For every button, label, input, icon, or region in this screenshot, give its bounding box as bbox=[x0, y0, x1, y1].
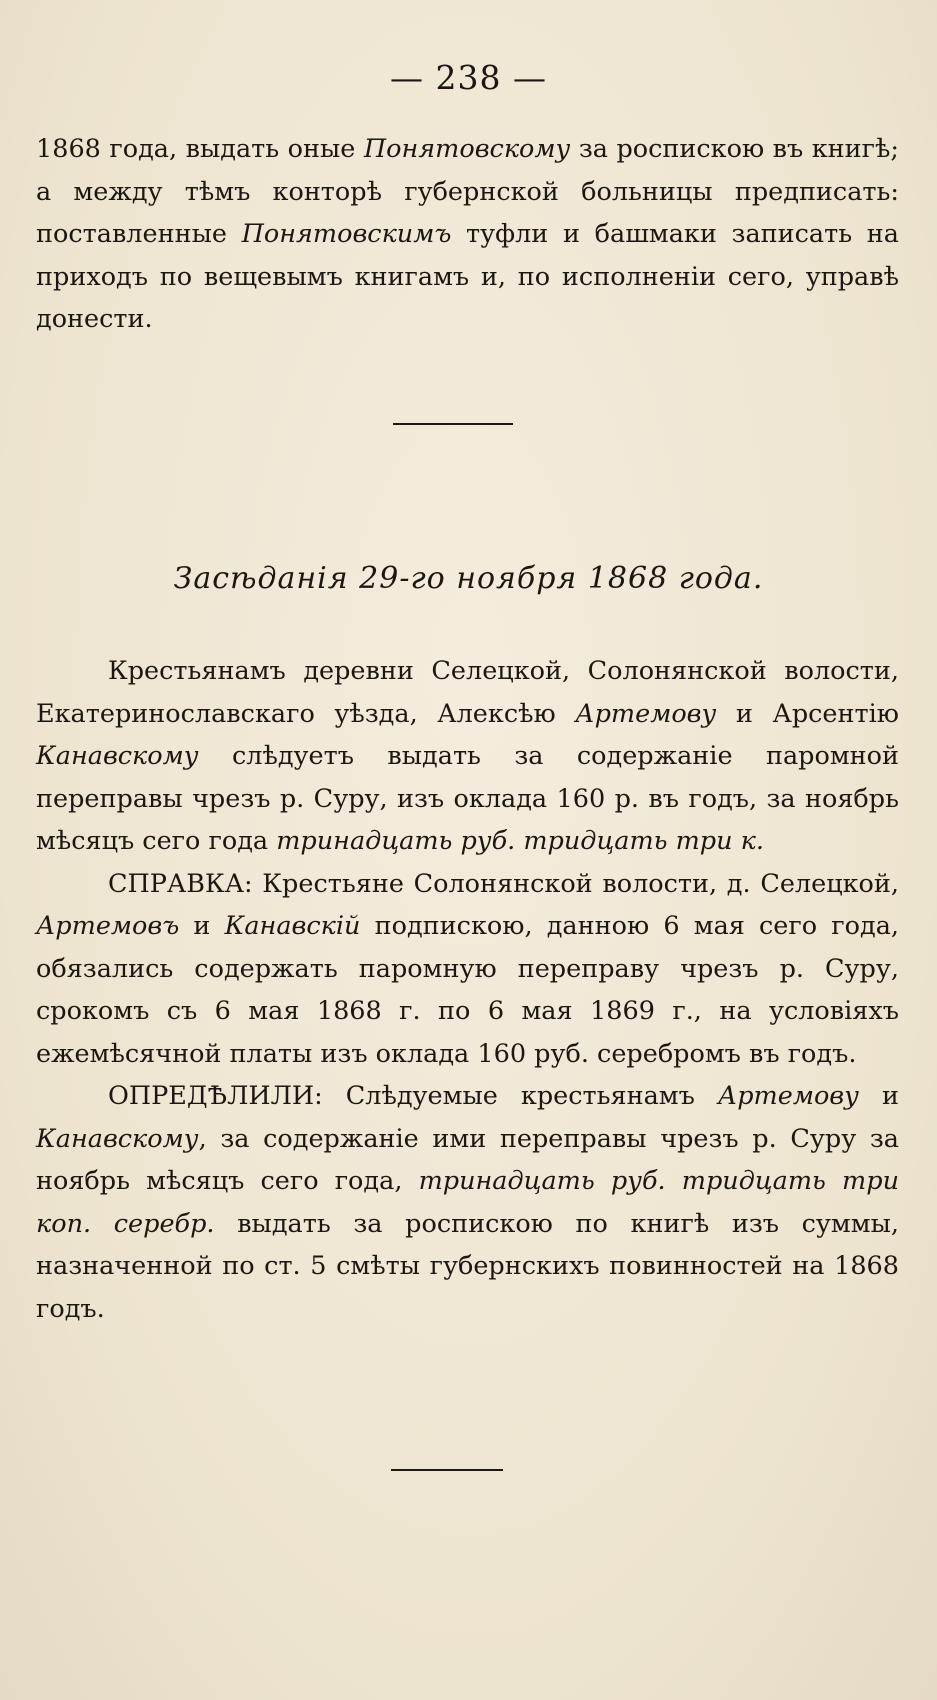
intro-text-1: 1868 года, выдать оные bbox=[36, 134, 364, 164]
paragraph-resolution bbox=[36, 1075, 899, 1330]
p3-text-4: выдать за роспискою по книгѣ изъ суммы, назначенной по ст. 5 смѣты губернскихъ повинностей на 1868 годъ. bbox=[36, 1208, 899, 1324]
p1-name-2: Канавскому bbox=[36, 741, 199, 771]
p1-amount: тринадцать руб. тридцать три к. bbox=[276, 826, 764, 856]
intro-name-1: Понятовскому bbox=[363, 134, 571, 164]
session-body bbox=[36, 650, 899, 1330]
p1-text-1: Крестьянамъ деревни Селецкой, Солонянской волости, Екатеринославскаго уѣзда, Алексѣю bbox=[36, 656, 899, 729]
p3-text-1: Слѣдуемые крестьянамъ bbox=[322, 1081, 718, 1111]
p1-text-3: слѣдуетъ выдать за содержаніе паромной переправы чрезъ р. Суру, изъ оклада 160 р. въ годъ, за ноябрь мѣсяцъ сего года bbox=[36, 741, 899, 856]
section-divider-bottom bbox=[391, 1469, 503, 1471]
paragraph-reference bbox=[36, 863, 899, 1076]
p3-amount: тринадцать руб. тридцать три коп. серебр. bbox=[36, 1166, 899, 1239]
p3-name-2: Канавскому bbox=[36, 1123, 199, 1154]
p2-label: СПРАВКА: bbox=[108, 868, 253, 899]
p2-text-2: и bbox=[179, 911, 225, 941]
p1-text-2: и Арсентію bbox=[716, 698, 899, 729]
p2-name-2: Канавскій bbox=[224, 911, 361, 941]
p3-name-1: Артемову bbox=[717, 1081, 859, 1111]
p1-name-1: Артемову bbox=[575, 698, 717, 729]
p3-label: ОПРЕДѢЛИЛИ: bbox=[108, 1081, 323, 1111]
p2-text-3: подпискою, данною 6 мая сего года, обязались содержать паромную переправу чрезъ р. Суру, срокомъ съ 6 мая 1868 г. по 6 мая 1869 г., на условіяхъ ежемѣсячной платы изъ оклада 160 руб. серебромъ въ годъ. bbox=[36, 911, 899, 1069]
p2-name-1: Артемовъ bbox=[36, 911, 180, 941]
intro-name-2: Понятовскимъ bbox=[241, 219, 452, 249]
session-heading: Засѣданія 29-го ноября 1868 года. bbox=[173, 561, 764, 596]
p3-text-2: и bbox=[858, 1081, 899, 1111]
page-number: — 238 — bbox=[390, 58, 547, 97]
intro-text-3: туфли и башмаки записать на приходъ по вещевымъ книгамъ и, по исполненіи сего, управѣ донести. bbox=[36, 219, 899, 334]
p3-text-3: , за содержаніе ими переправы чрезъ р. Суру за ноябрь мѣсяцъ сего года, bbox=[36, 1123, 899, 1196]
section-divider-top bbox=[393, 423, 513, 425]
paragraph-payment bbox=[36, 650, 899, 863]
intro-text-2: за роспискою въ книгѣ; а между тѣмъ конторѣ губернской больницы предписать: поставленные bbox=[36, 134, 899, 249]
p2-text-1: Крестьяне Солонянской волости, д. Селецкой, bbox=[252, 868, 899, 899]
intro-paragraph bbox=[36, 128, 899, 341]
